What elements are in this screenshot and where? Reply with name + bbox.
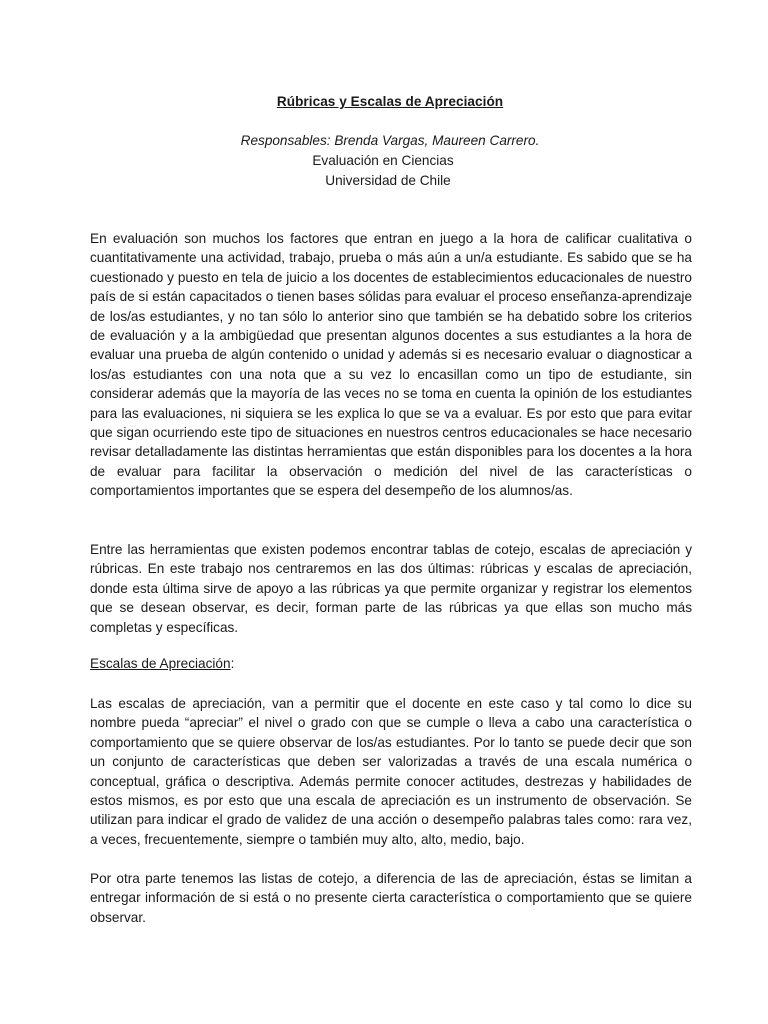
- tools-paragraph: Entre las herramientas que existen podemos encontrar tablas de cotejo, escalas de apreciación y rúbricas. En este trabajo nos centraremos en las dos últimas: rúbricas y escalas de apreciación, donde esta última sirve de apoyo a las rúbricas ya que permite organizar y registrar los elementos que se desean observar, es decir, forman parte de las rúbricas ya que ellas son mucho más completas y específicas.: [90, 542, 692, 635]
- institution-line: Universidad de Chile: [325, 173, 451, 188]
- document-title: Rúbricas y Escalas de Apreciación: [276, 94, 504, 109]
- checklist-paragraph: Por otra parte tenemos las listas de cotejo, a diferencia de las de apreciación, éstas se limitan a entregar información de si está o no presente cierta característica o comportamiento que se quiere observar.: [90, 871, 692, 925]
- course-line: Evaluación en Ciencias: [312, 153, 454, 168]
- section-heading-text: Escalas de Apreciación: [90, 656, 231, 671]
- section-heading: [90, 656, 234, 671]
- scales-paragraph: Las escalas de apreciación, van a permitir que el docente en este caso y tal como lo dice su nombre pueda “apreciar” el nivel o grado con que se cumple o lleva a cabo una característica o comportamiento que se quiere observar de los/as estudiantes. Por lo tanto se puede decir que son un conjunto de características que deben ser valorizadas a través de una escala numérica o conceptual, gráfica o descriptiva. Además permite conocer actitudes, destrezas y habilidades de estos mismos, es por esto que una escala de apreciación es un instrumento de observación. Se utilizan para indicar el grado de validez de una acción o desempeño palabras tales como: rara vez, a veces, frecuentemente, siempre o también muy alto, alto, medio, bajo.: [90, 696, 692, 847]
- responsables-line: Responsables: Brenda Vargas, Maureen Carrero.: [240, 133, 540, 148]
- section-heading-colon: :: [230, 656, 235, 671]
- intro-paragraph: En evaluación son muchos los factores que entran en juego a la hora de calificar cualitativa o cuantitativamente una actividad, trabajo, prueba o más aún a un/a estudiante. Es sabido que se ha cuestionado y puesto en tela de juicio a los docentes de establecimientos educacionales de nuestro país de si están capacitados o tienen bases sólidas para evaluar el proceso enseñanza-aprendizaje de los/as estudiantes, y no tan sólo lo anterior sino que también se ha debatido sobre los criterios de evaluación y a la ambigüedad que presentan algunos docentes a sus estudiantes a la hora de evaluar una prueba de algún contenido o unidad y además si es necesario evaluar o diagnosticar a los/as estudiantes con una nota que a su vez lo encasillan como un tipo de estudiante, sin considerar además que la mayoría de las veces no se toma en cuenta la opinión de los estudiantes para las evaluaciones, ni siquiera se les explica lo que se va a evaluar. Es por esto que para evitar que sigan ocurriendo este tipo de situaciones en nuestros centros educacionales se hace necesario revisar detalladamente las distintas herramientas que están disponibles para los docentes a la hora de evaluar para facilitar la observación o medición del nivel de las características o comportamientos importantes que se espera del desempeño de los alumnos/as.: [90, 231, 692, 499]
